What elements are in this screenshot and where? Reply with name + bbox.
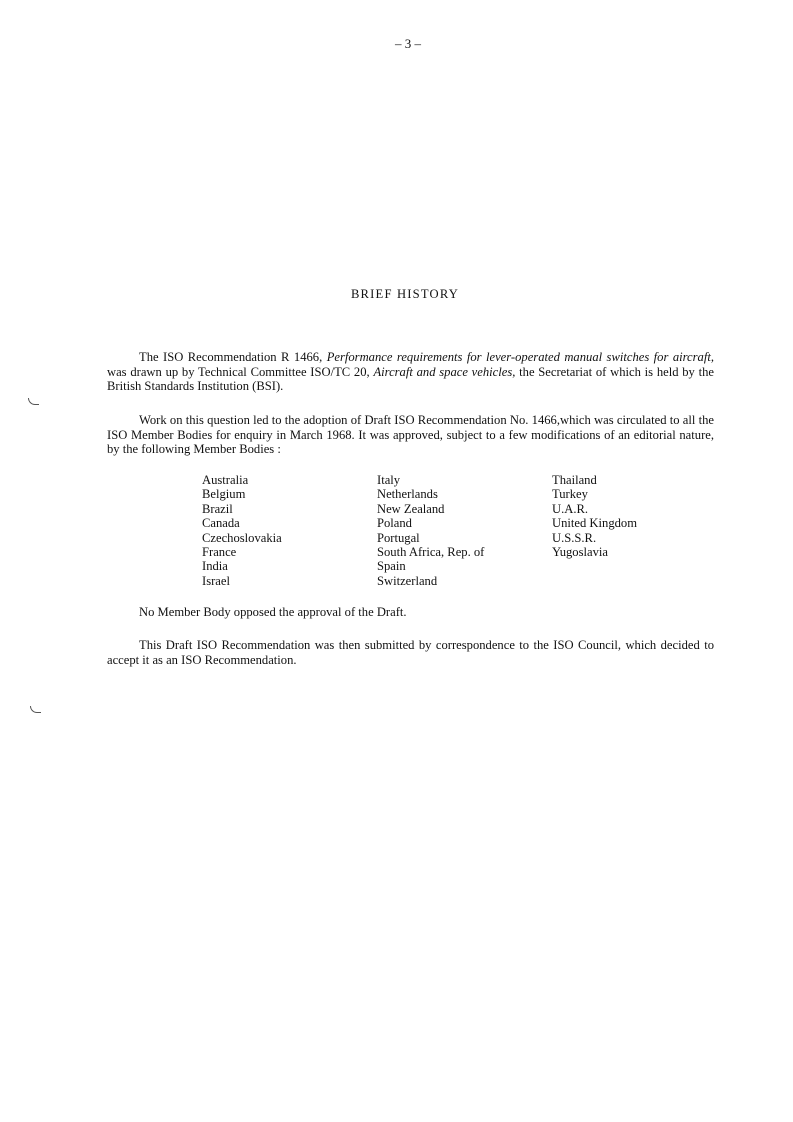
text: No Member Body opposed the approval of the Draft. <box>139 605 407 619</box>
recommendation-title: Performance requirements for lever-operated manual switches for aircraft, <box>326 350 714 364</box>
member-body: Yugoslavia <box>552 545 608 560</box>
member-body: Thailand <box>552 473 597 487</box>
member-body: U.A.R. <box>552 501 589 516</box>
paragraph-work <box>107 413 714 457</box>
paragraph-intro <box>107 350 714 394</box>
member-body: Switzerland <box>377 573 438 588</box>
member-list-col-2 <box>377 473 484 588</box>
member-body: France <box>202 545 237 560</box>
committee-title: Aircraft and space vehicles, <box>373 364 516 379</box>
member-body: Turkey <box>552 487 588 502</box>
text: Work on this question led to the adoption of Draft ISO Recommendation No. 1466,which was circulated to all the ISO Member Bodies for enquiry in March 1968. It was approved, subject to a few modifications of an editorial nature, by the following Member Bodies : <box>107 413 714 456</box>
binding-mark <box>28 398 39 405</box>
member-body: Portugal <box>377 530 420 545</box>
section-title: BRIEF HISTORY <box>350 287 460 301</box>
member-body: Brazil <box>202 501 233 516</box>
member-body: South Africa, Rep. of <box>377 545 485 560</box>
page-number: – 3 – <box>395 36 421 51</box>
member-body: Spain <box>377 559 406 574</box>
member-body: Italy <box>377 473 401 487</box>
text: This Draft ISO Recommendation was then submitted by correspondence to the ISO Council, which decided to accept it as an ISO Recommendation. <box>107 638 714 667</box>
text: The ISO Recommendation R 1466, <box>139 350 327 364</box>
member-body: Poland <box>377 516 412 531</box>
text: was drawn up by Technical Committee ISO/TC 20, <box>107 364 374 379</box>
member-body: U.S.S.R. <box>552 530 597 545</box>
member-body: New Zealand <box>377 501 445 516</box>
member-body: Czechoslovakia <box>202 530 282 545</box>
binding-mark <box>30 706 41 713</box>
member-body: Israel <box>202 573 230 588</box>
member-list-col-1 <box>202 473 282 588</box>
paragraph-no-opposition <box>107 605 714 620</box>
member-list-col-3 <box>552 473 637 559</box>
member-body: United Kingdom <box>552 516 638 531</box>
text: the Secretariat of which is held by the British Standards Institution (BSI). <box>107 364 714 393</box>
member-body: Belgium <box>202 487 246 502</box>
paragraph-council <box>107 638 714 667</box>
member-body: Netherlands <box>377 487 438 502</box>
member-body: Canada <box>202 516 240 531</box>
member-body: Australia <box>202 473 249 487</box>
member-body: India <box>202 559 228 574</box>
